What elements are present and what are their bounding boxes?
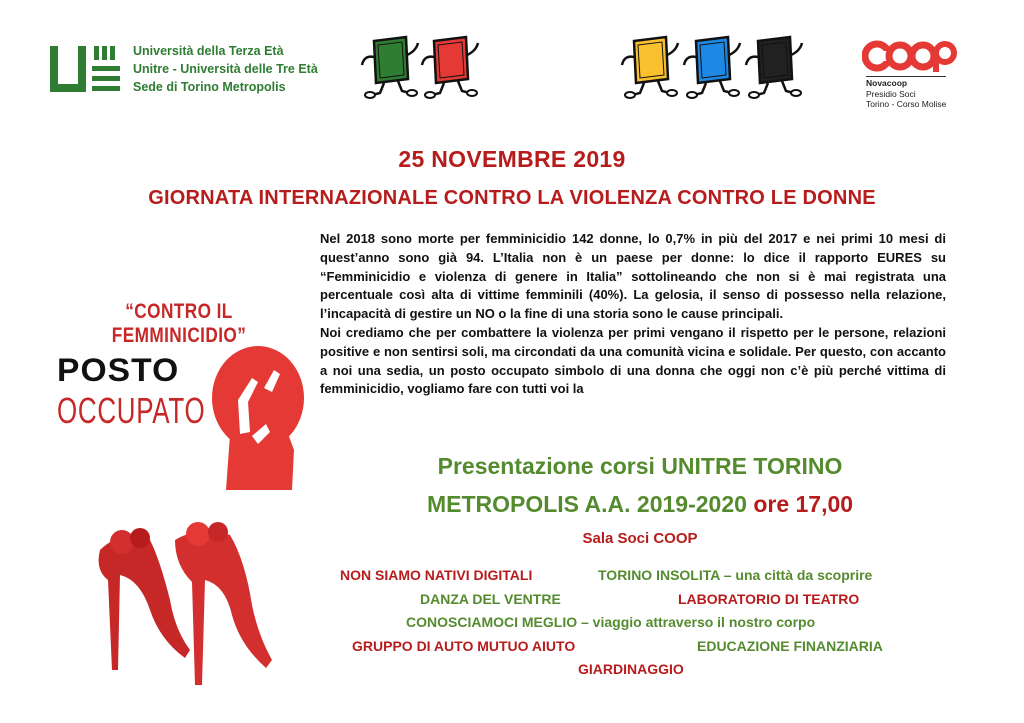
- occupato-text: OCCUPATO: [57, 390, 206, 431]
- presentation-line-2: [300, 491, 980, 518]
- course-item: EDUCAZIONE FINANZIARIA: [697, 638, 883, 654]
- course-item: NON SIAMO NATIVI DIGITALI: [340, 567, 533, 583]
- book-mascot-icon: [620, 35, 680, 99]
- book-mascot-icon: [360, 35, 420, 99]
- course-item: GIARDINAGGIO: [578, 661, 684, 677]
- posto-text: POSTO: [57, 352, 180, 388]
- body-text: [320, 230, 946, 399]
- unitre-line-1: Università della Terza Età: [133, 44, 284, 58]
- book-mascot-icon: [744, 35, 804, 99]
- coop-location: Torino - Corso Molise: [866, 99, 947, 109]
- campaign-caption: “CONTRO IL FEMMINICIDIO”: [111, 300, 247, 347]
- course-item: GRUPPO DI AUTO MUTUO AIUTO: [352, 638, 576, 654]
- book-mascot-icon: [682, 35, 742, 99]
- coop-novacoop: Novacoop: [866, 76, 946, 89]
- unitre-line-2: Unitre - Università delle Tre Età: [133, 62, 318, 76]
- red-shoes-image: [80, 520, 280, 690]
- course-item: TORINO INSOLITA – una città da scoprire: [598, 567, 873, 583]
- event-date: 25 NOVEMBRE 2019: [398, 146, 626, 172]
- course-item: LABORATORIO DI TEATRO: [678, 591, 860, 607]
- unitre-logo: [48, 44, 122, 96]
- coop-logo: [862, 40, 957, 72]
- presentation-time: ore 17,00: [753, 491, 854, 517]
- event-title: GIORNATA INTERNAZIONALE CONTRO LA VIOLENZA CONTRO LE DONNE: [148, 187, 876, 209]
- presentation-year: METROPOLIS A.A. 2019-2020: [426, 491, 747, 517]
- course-item: CONOSCIAMOCI MEGLIO – viaggio attraverso il nostro corpo: [406, 614, 816, 630]
- body-paragraph-2: Noi crediamo che per combattere la violenza per primi vengano il rispetto per le persone, relazioni positive e non sentirsi soli, ma circondati da una comunità vicina e solidale. Per questo, con accanto a noi una sedia, un posto occupato simbolo di una donna che oggi non c’è più perché vittima di femminicidio, vogliamo fare con tutti voi la: [320, 324, 946, 397]
- coop-presidio: Presidio Soci: [866, 88, 916, 99]
- presentation-room: Sala Soci COOP: [582, 530, 698, 547]
- book-mascot-icon: [420, 35, 480, 99]
- body-paragraph-1: Nel 2018 sono morte per femminicidio 142 donne, lo 0,7% in più del 2017 e nei primi 10 mesi di quest’anno sono già 94. L’Italia non è un paese per donne: lo dice il rapporto EURES su “Femminicidio e violenza di genere in Italia” sottolineando che non si è mai registrata una percentuale così alta di vittime femminili (40%). La gelosia, il senso di possesso nella relazione, l’incapacità di gestire un NO o la fine di una storia sono le cause principali.: [320, 231, 946, 322]
- posto-occupato-chair-icon: [208, 340, 308, 490]
- unitre-name: [133, 42, 363, 96]
- unitre-line-3: Sede di Torino Metropolis: [133, 80, 286, 94]
- course-item: DANZA DEL VENTRE: [420, 591, 561, 607]
- coop-subtitle: [866, 76, 946, 110]
- presentation-line-1: Presentazione corsi UNITRE TORINO: [437, 453, 843, 479]
